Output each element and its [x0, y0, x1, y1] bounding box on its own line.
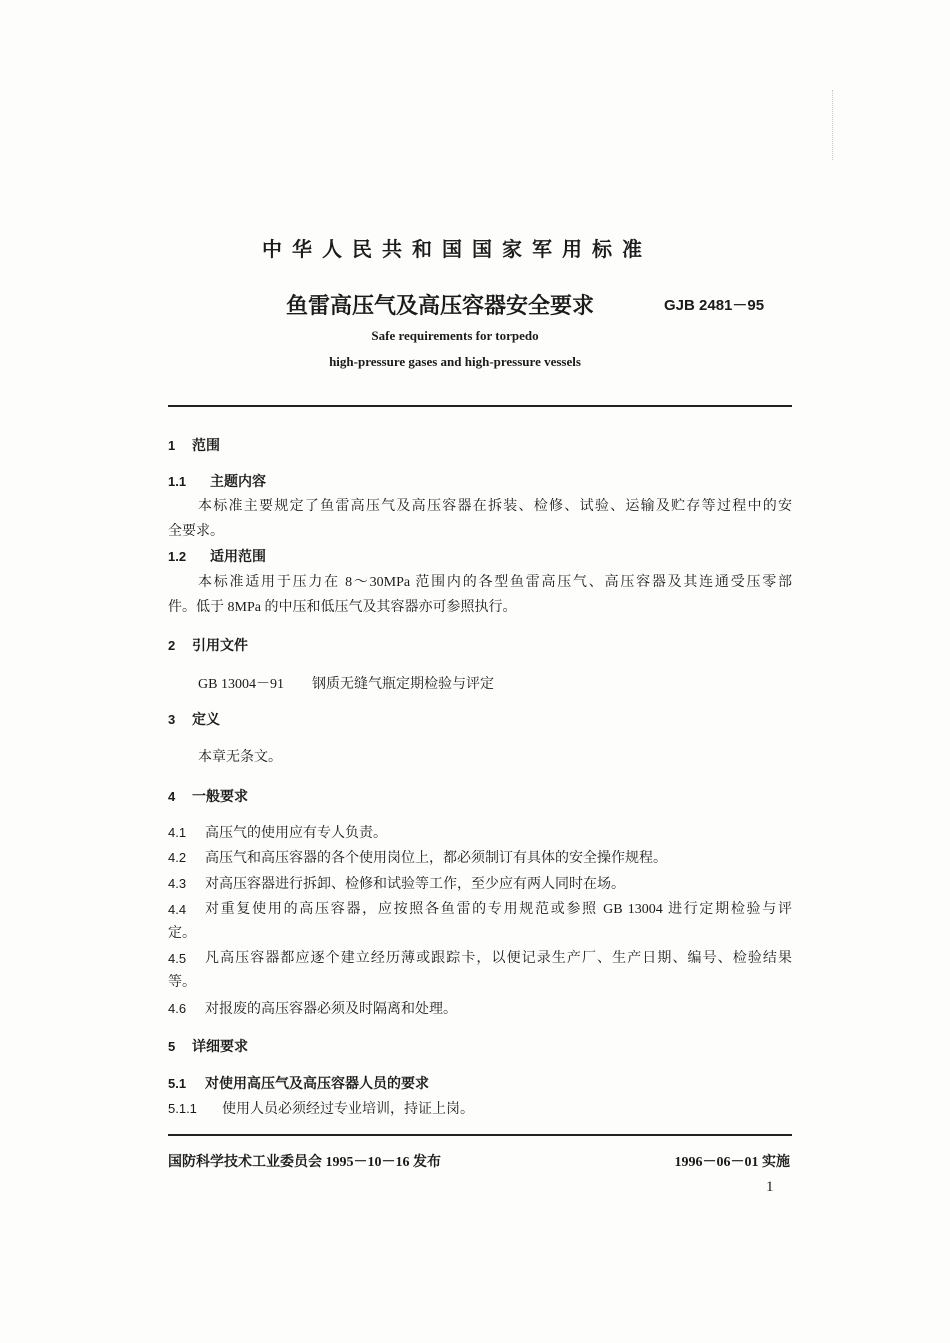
section-heading	[168, 1037, 248, 1057]
subsection-title: 对使用高压气及高压容器人员的要求	[205, 1077, 429, 1092]
clause-number: 4.1	[168, 825, 187, 840]
section-number: 3	[168, 712, 176, 727]
clause-text: 对高压容器进行拆卸、检修和试验等工作，至少应有两人同时在场。	[205, 877, 625, 892]
section-number: 5	[168, 1039, 176, 1054]
clause-line	[168, 848, 667, 868]
clause-line	[168, 999, 457, 1019]
section-title: 一般要求	[192, 790, 248, 805]
subsection-heading	[168, 547, 266, 567]
clause-line	[168, 949, 792, 969]
paragraph-line: 本标准适用于压力在 8～30MPa 范围内的各型鱼雷高压气、高压容器及其连通受压零部	[198, 575, 792, 590]
subsection-title: 适用范围	[210, 550, 266, 565]
clause-number: 4.5	[168, 951, 187, 966]
clause-text: 凡高压容器都应逐个建立经历薄或跟踪卡，以便记录生产厂、生产日期、编号、检验结果	[205, 951, 792, 966]
clause-line	[168, 1099, 474, 1119]
section-title: 定义	[192, 713, 220, 728]
standard-type-heading: 中华人民共和国国家军用标准	[262, 239, 652, 261]
issuer-and-release-date: 国防科学技术工业委员会 1995－10－16 发布	[168, 1155, 441, 1170]
clause-number: 4.3	[168, 876, 187, 891]
page-number: 1	[766, 1179, 774, 1195]
footer-divider	[168, 1134, 792, 1136]
paragraph-line: 本章无条文。	[198, 750, 282, 765]
section-heading	[168, 710, 220, 730]
subsection-heading	[168, 1074, 429, 1094]
document-title-cn: 鱼雷高压气及高压容器安全要求	[286, 293, 595, 318]
document-title-en-line2: high-pressure gases and high-pressure vessels	[329, 354, 581, 369]
subsection-number: 1.2	[168, 549, 187, 564]
section-heading	[168, 436, 220, 456]
reference-code: GB 13004－91	[198, 677, 284, 692]
header-divider	[168, 405, 792, 407]
clause-number: 4.6	[168, 1001, 187, 1016]
paragraph-line: 本标准主要规定了鱼雷高压气及高压容器在拆装、检修、试验、运输及贮存等过程中的安	[198, 499, 792, 514]
paragraph-line: 全要求。	[168, 524, 224, 539]
clause-text: 使用人员必须经过专业培训，持证上岗。	[222, 1102, 474, 1117]
subsection-heading	[168, 472, 266, 492]
subsection-number: 1.1	[168, 474, 187, 489]
subsection-number: 5.1	[168, 1076, 187, 1091]
section-heading	[168, 636, 248, 656]
effective-date: 1996－06－01 实施	[674, 1155, 790, 1170]
standard-code: GJB 2481－95	[664, 297, 765, 314]
paragraph-line: 件。低于 8MPa 的中压和低压气及其容器亦可参照执行。	[168, 600, 517, 615]
clause-number: 4.4	[168, 902, 187, 917]
section-title: 引用文件	[192, 639, 248, 654]
section-number: 2	[168, 638, 176, 653]
subsection-title: 主题内容	[210, 475, 266, 490]
clause-text: 高压气和高压容器的各个使用岗位上，都必须制订有具体的安全操作规程。	[205, 851, 667, 866]
normative-reference	[198, 675, 494, 695]
clause-text: 对重复使用的高压容器，应按照各鱼雷的专用规范或参照 GB 13004 进行定期检验与评	[205, 902, 792, 917]
clause-text: 高压气的使用应有专人负责。	[205, 826, 387, 841]
document-title-en-line1: Safe requirements for torpedo	[371, 328, 539, 343]
clause-line	[168, 900, 792, 920]
section-title: 范围	[192, 439, 220, 454]
clause-line	[168, 823, 387, 843]
clause-line-continued: 等。	[168, 975, 196, 990]
section-heading	[168, 787, 248, 807]
scan-artifact-mark	[832, 90, 834, 160]
clause-line-continued: 定。	[168, 926, 196, 941]
reference-title: 钢质无缝气瓶定期检验与评定	[312, 677, 494, 692]
clause-number: 5.1.1	[168, 1101, 197, 1116]
section-number: 4	[168, 789, 176, 804]
clause-line	[168, 874, 625, 894]
section-number: 1	[168, 438, 176, 453]
clause-number: 4.2	[168, 850, 187, 865]
clause-text: 对报废的高压容器必须及时隔离和处理。	[205, 1002, 457, 1017]
section-title: 详细要求	[192, 1040, 248, 1055]
